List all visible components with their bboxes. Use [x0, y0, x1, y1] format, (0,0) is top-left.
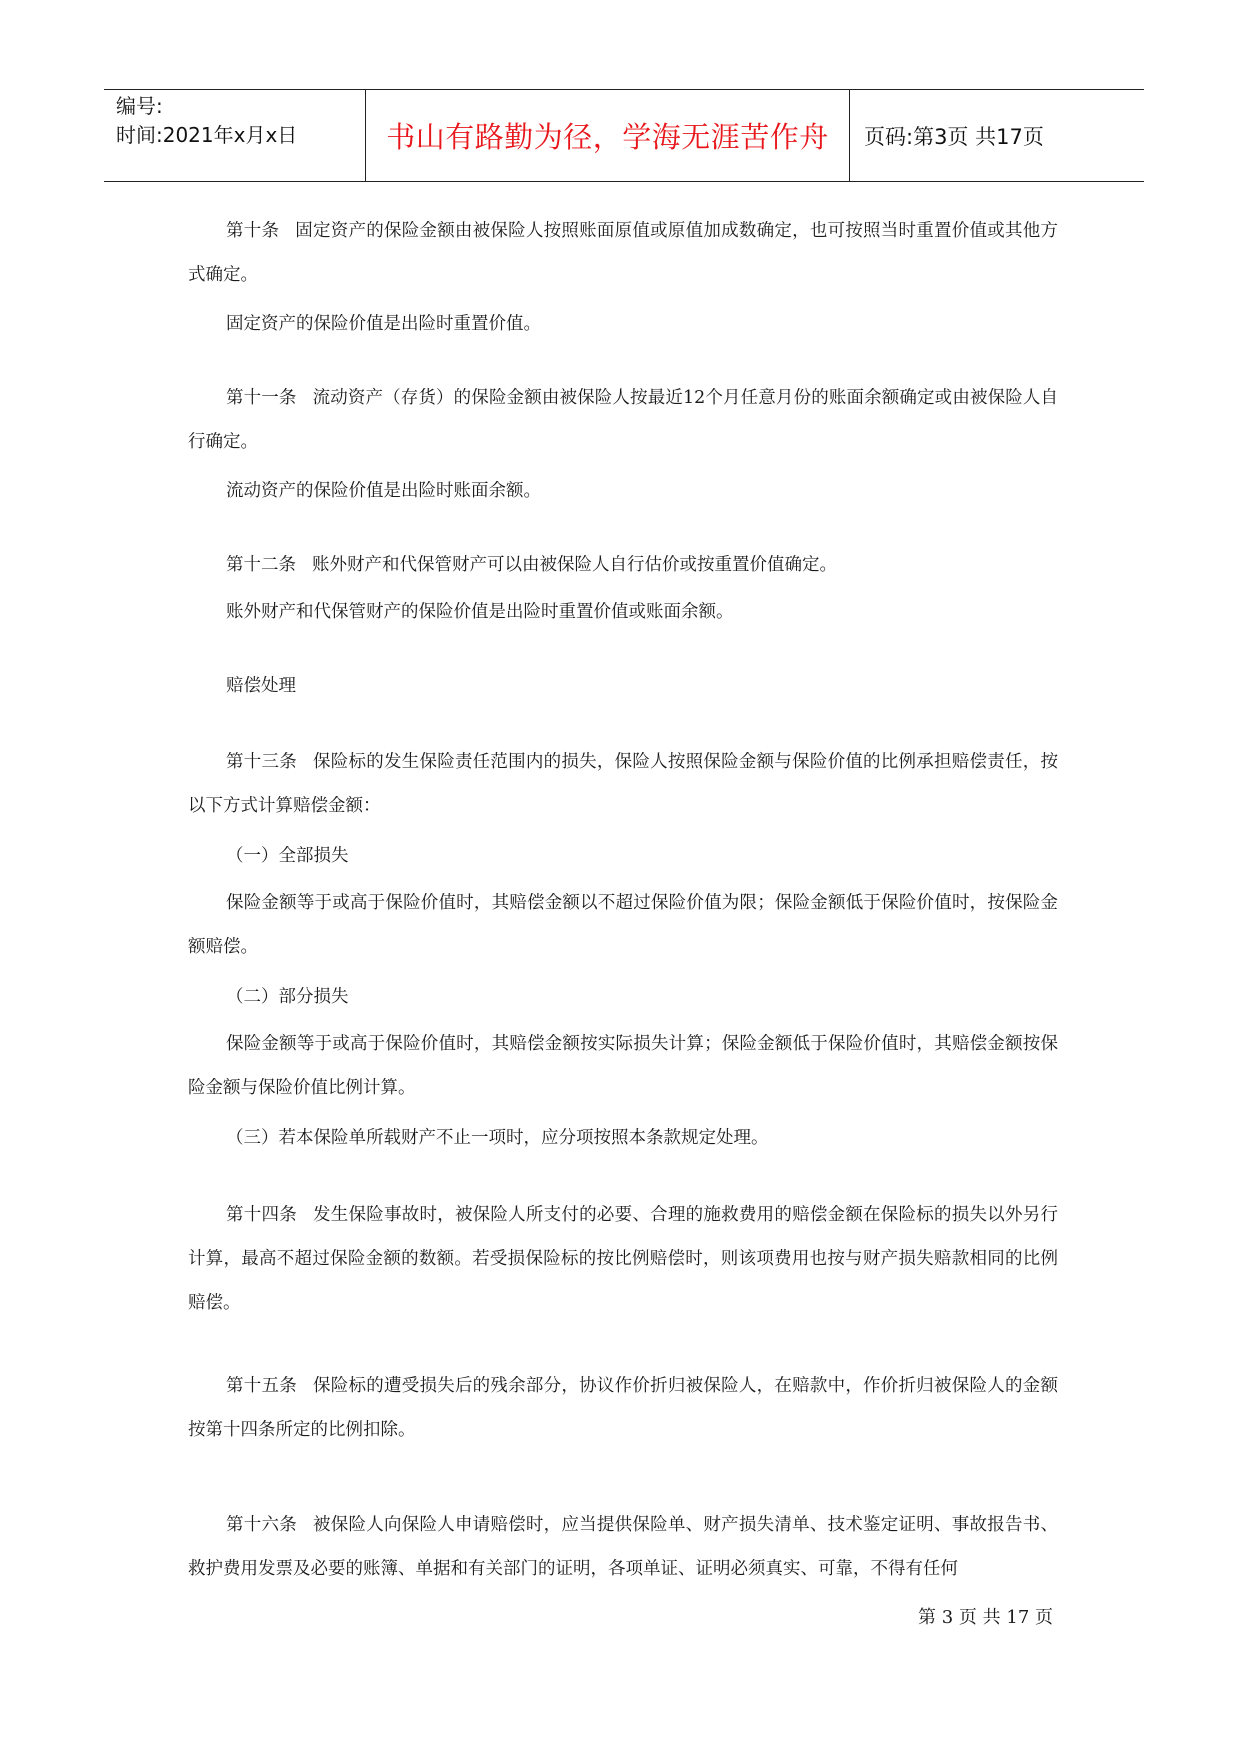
article-label: 第十五条: [226, 1376, 297, 1396]
item-title: （二）部分损失: [226, 987, 349, 1007]
article-text: 保险标的发生保险责任范围内的损失，保险人按照保险金额与保险价值的比例承担赔偿责任，按以下方式计算赔偿金额：: [188, 752, 1059, 816]
article-12-value: [188, 590, 1058, 634]
article-text: 账外财产和代保管财产可以由被保险人自行估价或按重置价值确定。: [312, 555, 837, 575]
article-text: 发生保险事故时，被保险人所支付的必要、合理的施救费用的赔偿金额在保险标的损失以外另行计算，最高不超过保险金额的数额。若受损保险标的按比例赔偿时，则该项费用也按与财产损失赔款相同的比例赔偿。: [188, 1205, 1059, 1313]
article-14: [188, 1193, 1058, 1325]
article-label: 第十四条: [226, 1205, 297, 1225]
document-number: 编号:: [116, 94, 163, 118]
article-label: 第十三条: [226, 752, 297, 772]
article-10-value: [188, 302, 1058, 346]
item-title: （一）全部损失: [226, 846, 349, 866]
header-page-cell: [850, 90, 1144, 181]
article-16: [188, 1503, 1058, 1591]
item-total-loss: [188, 834, 1058, 878]
page-header: [104, 89, 1144, 182]
page-footer: 第 3 页 共 17 页: [918, 1607, 1053, 1628]
article-text: 保险标的遭受损失后的残余部分，协议作价折归被保险人，在赔款中，作价折归被保险人的金额按第十四条所定的比例扣除。: [188, 1376, 1059, 1440]
article-text: 被保险人向保险人申请赔偿时，应当提供保险单、财产损失清单、技术鉴定证明、事故报告书、救护费用发票及必要的账簿、单据和有关部门的证明，各项单证、证明必须真实、可靠，不得有任何: [188, 1515, 1059, 1579]
paragraph-text: 流动资产的保险价值是出险时账面余额。: [226, 481, 541, 501]
article-label: 第十二条: [226, 555, 296, 575]
header-motto-cell: [366, 90, 850, 181]
item-partial-loss: [188, 975, 1058, 1019]
paragraph-text: 账外财产和代保管财产的保险价值是出险时重置价值或账面余额。: [226, 602, 734, 622]
header-meta: [104, 90, 366, 181]
article-13: [188, 740, 1058, 828]
item-partial-loss-text: [188, 1022, 1058, 1110]
article-12: [188, 543, 1058, 587]
item-multiple: [188, 1116, 1058, 1160]
article-text: 固定资产的保险金额由被保险人按照账面原值或原值加成数确定，也可按照当时重置价值或其他方式确定。: [188, 221, 1058, 285]
article-label: 第十六条: [226, 1515, 297, 1535]
paragraph-text: （三）若本保险单所载财产不止一项时，应分项按照本条款规定处理。: [226, 1128, 769, 1148]
article-text: 流动资产（存货）的保险金额由被保险人按最近12个月任意月份的账面余额确定或由被保险人自行确定。: [188, 388, 1059, 452]
item-total-loss-text: [188, 881, 1058, 969]
article-label: 第十条: [226, 221, 280, 241]
paragraph-text: 固定资产的保险价值是出险时重置价值。: [226, 314, 541, 334]
article-15: [188, 1364, 1058, 1452]
section-title: 赔偿处理: [226, 676, 296, 696]
article-10: [188, 209, 1058, 297]
article-11: [188, 376, 1058, 464]
header-page-number: 页码:第3页 共17页: [864, 124, 1044, 149]
header-motto: 书山有路勤为径，学海无涯苦作舟: [386, 120, 829, 154]
section-heading: [188, 664, 1058, 708]
document-time: 时间:2021年x月x日: [116, 123, 298, 147]
paragraph-text: 保险金额等于或高于保险价值时，其赔偿金额以不超过保险价值为限；保险金额低于保险价值时，按保险金额赔偿。: [188, 893, 1058, 957]
article-label: 第十一条: [226, 388, 297, 408]
paragraph-text: 保险金额等于或高于保险价值时，其赔偿金额按实际损失计算；保险金额低于保险价值时，其赔偿金额按保险金额与保险价值比例计算。: [188, 1034, 1058, 1098]
article-11-value: [188, 469, 1058, 513]
